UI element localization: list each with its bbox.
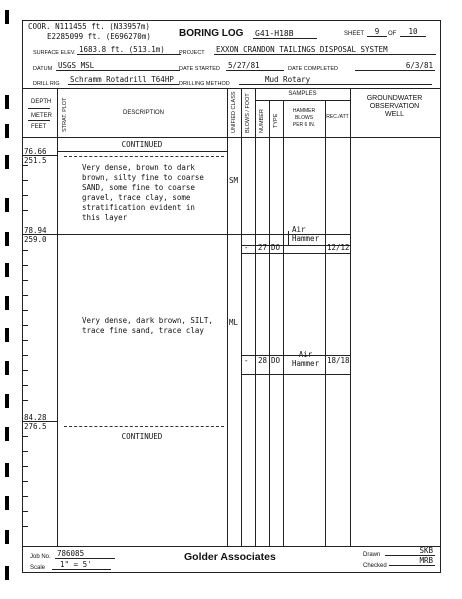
job-no-label: Job No. [30, 554, 51, 560]
checked-label: Checked [363, 563, 387, 569]
binder-mark [5, 10, 9, 24]
project-value: EXXON CRANDON TAILINGS DISPOSAL SYSTEM [214, 45, 436, 55]
date-completed-value: 6/3/81 [355, 61, 435, 71]
drill-rig-value: Schramm Rotadrill T64HP [68, 75, 179, 85]
coordinates-north: COOR. N111455 ft. (N33957m) [28, 22, 150, 31]
drawn-value: SKB [385, 546, 435, 556]
of-label: OF [388, 31, 397, 37]
coordinates-east: E2285099 ft. (E696270m) [47, 32, 151, 41]
binder-mark [5, 124, 9, 138]
sample1-rec: 12/12 [327, 243, 350, 252]
binder-mark [5, 328, 9, 342]
checked-value: MRB [389, 556, 435, 566]
col-type: TYPE [273, 113, 279, 128]
depth-bot-m: 84.28 [24, 413, 47, 422]
sample2-hammer-note: Air Hammer [292, 350, 320, 368]
col-feet: FEET [31, 124, 47, 130]
drawn-label: Drawn [363, 552, 381, 558]
col-number: NUMBER [259, 109, 265, 133]
depth-top-ft: 251.5 [24, 156, 47, 165]
layer1-class: SM [229, 176, 239, 185]
col-description: DESCRIPTION [122, 110, 164, 116]
col-strat-plot: STRAT. PLOT [62, 97, 68, 132]
binder-mark [5, 394, 9, 408]
col-hammer-blows: HAMMER BLOWS PER 6 IN. [292, 108, 316, 128]
binder-mark [5, 566, 9, 580]
col-unified-class: UNIFIED CLASS [231, 91, 237, 133]
layer2-description: Very dense, dark brown, SILT, trace fine sand, trace clay [82, 316, 213, 335]
col-groundwater: GROUNDWATER OBSERVATION WELL [366, 95, 423, 118]
datum-label: DATUM [33, 66, 53, 72]
binder-mark [5, 95, 9, 109]
depth-top-m: 76.66 [24, 147, 47, 156]
layer1-description: Very dense, brown to dark brown, silty fine to coarse SAND, some fine to coarse gravel, trace clay, some stratification evident in this layer [82, 163, 204, 222]
layer2-class: ML [229, 318, 239, 327]
boring-id: G41-H18B [253, 29, 317, 39]
surface-elev-value: 1683.8 ft. (513.1m) [77, 45, 181, 55]
col-samples: SAMPLES [288, 91, 317, 97]
depth-mid-m: 78.94 [24, 226, 47, 235]
date-completed-label: DATE COMPLETED [288, 66, 339, 72]
job-no-value: 786085 [55, 549, 115, 559]
binder-mark [5, 155, 9, 169]
scale-label: Scale [30, 565, 46, 571]
continued-bottom: CONTINUED [121, 432, 163, 441]
binder-mark [5, 296, 9, 310]
scale-value: 1" = 5' [52, 560, 111, 570]
drilling-method-label: DRILLING METHOD [179, 81, 230, 87]
date-started-value: 5/27/81 [226, 61, 284, 71]
binder-mark [5, 198, 9, 212]
col-depth: DEPTH [31, 99, 52, 105]
continued-top: CONTINUED [121, 140, 163, 149]
sample1-type: DO [271, 243, 281, 252]
binder-mark [5, 530, 9, 544]
company-name: Golder Associates [184, 551, 276, 563]
col-meter: METER [31, 113, 52, 119]
sample1-number: 27 [258, 243, 268, 252]
depth-mid-ft: 259.0 [24, 235, 47, 244]
sample2-type: DO [271, 356, 281, 365]
sheet-total: 10 [400, 27, 426, 37]
sheet-label: SHEET [344, 31, 365, 37]
binder-mark [5, 496, 9, 510]
form-title: BORING LOG [179, 28, 244, 39]
date-started-label: DATE STARTED [179, 66, 220, 72]
col-divider [57, 88, 58, 546]
binder-mark [5, 427, 9, 441]
binder-mark [5, 361, 9, 375]
sheet-number: 9 [367, 27, 387, 37]
sample1-dash: - [244, 243, 249, 252]
surface-elev-label: SURFACE ELEV. [33, 50, 76, 56]
depth-bot-ft: 276.5 [24, 422, 47, 431]
sample1-hammer-note: Air Hammer [292, 225, 320, 243]
drill-rig-label: DRILL RIG [33, 81, 60, 87]
sample2-number: 28 [258, 356, 268, 365]
binder-mark [5, 232, 9, 246]
drilling-method-value: Mud Rotary [239, 75, 432, 85]
binder-mark [5, 463, 9, 477]
sample2-rec: 18/18 [327, 356, 350, 365]
binder-mark [5, 263, 9, 277]
project-label: PROJECT [179, 50, 205, 56]
datum-value: USGS MSL [56, 61, 180, 71]
col-blows-foot: BLOWS / FOOT [245, 93, 251, 133]
col-rec-att: REC./ATT [326, 114, 349, 120]
sample2-dash: - [244, 356, 249, 365]
